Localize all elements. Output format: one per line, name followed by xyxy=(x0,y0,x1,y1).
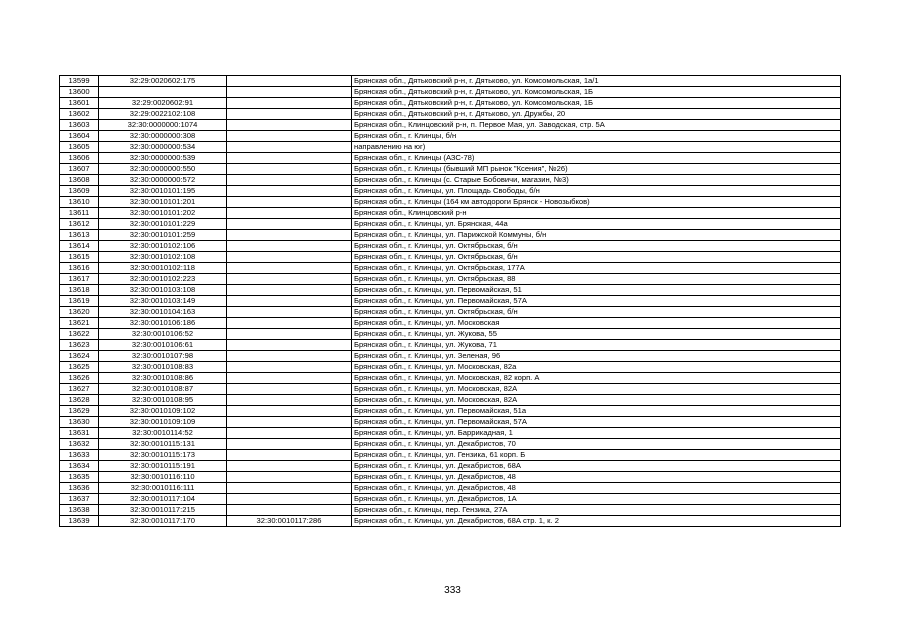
cadastral-number-cell: 32:30:0010104:163 xyxy=(99,307,227,318)
row-number-cell: 13602 xyxy=(60,109,99,120)
address-cell: Брянская обл., г. Клинцы, ул. Московская, 82А xyxy=(352,384,841,395)
table-row xyxy=(60,252,841,263)
cadastral-number-cell: 32:30:0010116:110 xyxy=(99,472,227,483)
row-number-cell: 13630 xyxy=(60,417,99,428)
table-row xyxy=(60,384,841,395)
cadastral-number-cell: 32:30:0000000:550 xyxy=(99,164,227,175)
cadastral-number-cell: 32:30:0010103:149 xyxy=(99,296,227,307)
table-row xyxy=(60,351,841,362)
row-number-cell: 13635 xyxy=(60,472,99,483)
row-number-cell: 13624 xyxy=(60,351,99,362)
related-cadastral-number-cell xyxy=(227,285,352,296)
related-cadastral-number-cell xyxy=(227,98,352,109)
cadastral-number-cell: 32:29:0022102:108 xyxy=(99,109,227,120)
address-cell: Брянская обл., г. Клинцы, ул. Октябрьская, б/н xyxy=(352,241,841,252)
table-row xyxy=(60,307,841,318)
cadastral-number-cell: 32:30:0000000:308 xyxy=(99,131,227,142)
table-row xyxy=(60,186,841,197)
address-cell: Брянская обл., г. Клинцы, ул. Первомайская, 57А xyxy=(352,417,841,428)
related-cadastral-number-cell xyxy=(227,219,352,230)
cadastral-number-cell: 32:30:0010115:131 xyxy=(99,439,227,450)
row-number-cell: 13606 xyxy=(60,153,99,164)
address-cell: Брянская обл., Дятьковский р-н, г. Дятьково, ул. Комсомольская, 1а/1 xyxy=(352,76,841,87)
table-row xyxy=(60,142,841,153)
related-cadastral-number-cell xyxy=(227,318,352,329)
related-cadastral-number-cell xyxy=(227,87,352,98)
related-cadastral-number-cell xyxy=(227,450,352,461)
row-number-cell: 13636 xyxy=(60,483,99,494)
cadastral-number-cell: 32:30:0010102:223 xyxy=(99,274,227,285)
table-row xyxy=(60,516,841,527)
address-cell: Брянская обл., Клинцовский р-н xyxy=(352,208,841,219)
address-cell: Брянская обл., г. Клинцы (АЗС-78) xyxy=(352,153,841,164)
row-number-cell: 13628 xyxy=(60,395,99,406)
row-number-cell: 13622 xyxy=(60,329,99,340)
table-row xyxy=(60,285,841,296)
table-row xyxy=(60,76,841,87)
table-row xyxy=(60,395,841,406)
address-cell: Брянская обл., г. Клинцы, ул. Декабристов, 48 xyxy=(352,483,841,494)
related-cadastral-number-cell xyxy=(227,494,352,505)
row-number-cell: 13616 xyxy=(60,263,99,274)
cadastral-number-cell: 32:30:0010101:195 xyxy=(99,186,227,197)
row-number-cell: 13620 xyxy=(60,307,99,318)
related-cadastral-number-cell xyxy=(227,263,352,274)
row-number-cell: 13634 xyxy=(60,461,99,472)
table-row xyxy=(60,318,841,329)
address-cell: Брянская обл., Дятьковский р-н, г. Дятьково, ул. Дружбы, 20 xyxy=(352,109,841,120)
address-cell: Брянская обл., г. Клинцы, б/н xyxy=(352,131,841,142)
related-cadastral-number-cell xyxy=(227,329,352,340)
table-row xyxy=(60,241,841,252)
cadastral-number-cell: 32:30:0010106:186 xyxy=(99,318,227,329)
page-number: 333 xyxy=(444,585,461,596)
cadastral-number-cell: 32:30:0010116:111 xyxy=(99,483,227,494)
cadastral-number-cell: 32:30:0010107:98 xyxy=(99,351,227,362)
related-cadastral-number-cell xyxy=(227,109,352,120)
table-row xyxy=(60,164,841,175)
related-cadastral-number-cell xyxy=(227,186,352,197)
cadastral-number-cell: 32:30:0010108:95 xyxy=(99,395,227,406)
table-row xyxy=(60,373,841,384)
table-row xyxy=(60,175,841,186)
address-cell: Брянская обл., г. Клинцы, ул. Октябрьская, б/н xyxy=(352,252,841,263)
row-number-cell: 13611 xyxy=(60,208,99,219)
address-cell: Брянская обл., г. Клинцы, ул. Московская xyxy=(352,318,841,329)
related-cadastral-number-cell xyxy=(227,241,352,252)
row-number-cell: 13621 xyxy=(60,318,99,329)
address-cell: Брянская обл., г. Клинцы, ул. Московская, 82А xyxy=(352,395,841,406)
related-cadastral-number-cell xyxy=(227,274,352,285)
table-row xyxy=(60,494,841,505)
related-cadastral-number-cell xyxy=(227,197,352,208)
related-cadastral-number-cell xyxy=(227,296,352,307)
row-number-cell: 13603 xyxy=(60,120,99,131)
cadastral-number-cell: 32:30:0010117:215 xyxy=(99,505,227,516)
table-row xyxy=(60,505,841,516)
row-number-cell: 13639 xyxy=(60,516,99,527)
row-number-cell: 13613 xyxy=(60,230,99,241)
cadastral-number-cell: 32:29:0020602:91 xyxy=(99,98,227,109)
cadastral-number-cell: 32:30:0010115:191 xyxy=(99,461,227,472)
cadastral-number-cell: 32:30:0010115:173 xyxy=(99,450,227,461)
cadastral-number-cell: 32:30:0000000:539 xyxy=(99,153,227,164)
cadastral-number-cell: 32:30:0000000:1074 xyxy=(99,120,227,131)
related-cadastral-number-cell xyxy=(227,208,352,219)
table-row xyxy=(60,208,841,219)
table-row xyxy=(60,428,841,439)
cadastral-number-cell: 32:30:0010102:118 xyxy=(99,263,227,274)
cadastral-number-cell: 32:30:0010102:106 xyxy=(99,241,227,252)
related-cadastral-number-cell xyxy=(227,461,352,472)
table-row xyxy=(60,362,841,373)
related-cadastral-number-cell xyxy=(227,472,352,483)
related-cadastral-number-cell xyxy=(227,175,352,186)
related-cadastral-number-cell xyxy=(227,131,352,142)
address-cell: Брянская обл., г. Клинцы, ул. Октябрьская, 88 xyxy=(352,274,841,285)
table-row xyxy=(60,197,841,208)
table-row xyxy=(60,87,841,98)
related-cadastral-number-cell xyxy=(227,384,352,395)
cadastral-number-cell: 32:30:0010108:87 xyxy=(99,384,227,395)
row-number-cell: 13627 xyxy=(60,384,99,395)
related-cadastral-number-cell xyxy=(227,505,352,516)
row-number-cell: 13615 xyxy=(60,252,99,263)
address-cell: Брянская обл., г. Клинцы, ул. Октябрьская, 177А xyxy=(352,263,841,274)
row-number-cell: 13618 xyxy=(60,285,99,296)
address-cell: Брянская обл., г. Клинцы, ул. Декабристов, 68А стр. 1, к. 2 xyxy=(352,516,841,527)
related-cadastral-number-cell xyxy=(227,351,352,362)
table-row xyxy=(60,98,841,109)
table-row xyxy=(60,406,841,417)
related-cadastral-number-cell xyxy=(227,428,352,439)
cadastral-number-cell: 32:30:0010108:83 xyxy=(99,362,227,373)
table-row xyxy=(60,274,841,285)
cadastral-number-cell xyxy=(99,87,227,98)
cadastral-number-cell: 32:30:0010101:201 xyxy=(99,197,227,208)
row-number-cell: 13631 xyxy=(60,428,99,439)
cadastral-number-cell: 32:30:0010117:104 xyxy=(99,494,227,505)
table-row xyxy=(60,461,841,472)
cadastral-number-cell: 32:30:0000000:572 xyxy=(99,175,227,186)
table-row xyxy=(60,472,841,483)
row-number-cell: 13617 xyxy=(60,274,99,285)
related-cadastral-number-cell xyxy=(227,230,352,241)
address-cell: Брянская обл., г. Клинцы, ул. Парижской Коммуны, б/н xyxy=(352,230,841,241)
table-row xyxy=(60,230,841,241)
address-cell: Брянская обл., г. Клинцы (164 км автодороги Брянск - Новозыбков) xyxy=(352,197,841,208)
address-cell: Брянская обл., г. Клинцы, ул. Брянская, 44а xyxy=(352,219,841,230)
address-cell: Брянская обл., г. Клинцы, ул. Московская, 82 корп. А xyxy=(352,373,841,384)
row-number-cell: 13629 xyxy=(60,406,99,417)
cadastral-number-cell: 32:30:0010102:108 xyxy=(99,252,227,263)
table-row xyxy=(60,483,841,494)
address-cell: Брянская обл., г. Клинцы (бывший МП рынок "Ксения", №26) xyxy=(352,164,841,175)
address-cell: Брянская обл., г. Клинцы, ул. Декабристов, 68А xyxy=(352,461,841,472)
table-row xyxy=(60,109,841,120)
related-cadastral-number-cell xyxy=(227,362,352,373)
cadastral-number-cell: 32:30:0010108:86 xyxy=(99,373,227,384)
address-cell: Брянская обл., г. Клинцы, ул. Первомайская, 51 xyxy=(352,285,841,296)
table-row xyxy=(60,340,841,351)
cadastral-number-cell: 32:30:0010103:108 xyxy=(99,285,227,296)
related-cadastral-number-cell xyxy=(227,120,352,131)
row-number-cell: 13637 xyxy=(60,494,99,505)
cadastral-number-cell: 32:30:0010106:61 xyxy=(99,340,227,351)
related-cadastral-number-cell xyxy=(227,417,352,428)
related-cadastral-number-cell xyxy=(227,373,352,384)
registry-table-body xyxy=(60,76,841,527)
address-cell: Брянская обл., г. Клинцы (с. Старые Бобовичи, магазин, №3) xyxy=(352,175,841,186)
table-row xyxy=(60,131,841,142)
cadastral-number-cell: 32:30:0010101:229 xyxy=(99,219,227,230)
address-cell: Брянская обл., г. Клинцы, ул. Декабристов, 48 xyxy=(352,472,841,483)
address-cell: Брянская обл., г. Клинцы, ул. Площадь Свободы, б/н xyxy=(352,186,841,197)
related-cadastral-number-cell xyxy=(227,164,352,175)
address-cell: Брянская обл., г. Клинцы, ул. Гензика, 61 корп. Б xyxy=(352,450,841,461)
cadastral-number-cell: 32:30:0010109:109 xyxy=(99,417,227,428)
row-number-cell: 13633 xyxy=(60,450,99,461)
table-row xyxy=(60,219,841,230)
table-row xyxy=(60,417,841,428)
related-cadastral-number-cell xyxy=(227,307,352,318)
related-cadastral-number-cell xyxy=(227,153,352,164)
address-cell: Брянская обл., г. Клинцы, ул. Октябрьская, б/н xyxy=(352,307,841,318)
related-cadastral-number-cell xyxy=(227,142,352,153)
address-cell: Брянская обл., г. Клинцы, пер. Гензика, 27А xyxy=(352,505,841,516)
address-cell: Брянская обл., г. Клинцы, ул. Московская, 82а xyxy=(352,362,841,373)
row-number-cell: 13601 xyxy=(60,98,99,109)
related-cadastral-number-cell xyxy=(227,340,352,351)
cadastral-number-cell: 32:30:0010114:52 xyxy=(99,428,227,439)
row-number-cell: 13626 xyxy=(60,373,99,384)
table-row xyxy=(60,263,841,274)
address-cell: Брянская обл., Клинцовский р-н, п. Первое Мая, ул. Заводская, стр. 5А xyxy=(352,120,841,131)
row-number-cell: 13638 xyxy=(60,505,99,516)
table-row xyxy=(60,296,841,307)
table-row xyxy=(60,450,841,461)
row-number-cell: 13600 xyxy=(60,87,99,98)
related-cadastral-number-cell xyxy=(227,406,352,417)
row-number-cell: 13608 xyxy=(60,175,99,186)
row-number-cell: 13610 xyxy=(60,197,99,208)
row-number-cell: 13612 xyxy=(60,219,99,230)
address-cell: Брянская обл., г. Клинцы, ул. Жукова, 55 xyxy=(352,329,841,340)
address-cell: Брянская обл., г. Клинцы, ул. Жукова, 71 xyxy=(352,340,841,351)
row-number-cell: 13623 xyxy=(60,340,99,351)
cadastral-number-cell: 32:29:0020602:175 xyxy=(99,76,227,87)
address-cell: Брянская обл., г. Клинцы, ул. Первомайская, 51а xyxy=(352,406,841,417)
address-cell: Брянская обл., г. Клинцы, ул. Декабристов, 70 xyxy=(352,439,841,450)
address-cell: направлению на юг) xyxy=(352,142,841,153)
related-cadastral-number-cell xyxy=(227,76,352,87)
cadastral-number-cell: 32:30:0010106:52 xyxy=(99,329,227,340)
address-cell: Брянская обл., г. Клинцы, ул. Зеленая, 96 xyxy=(352,351,841,362)
cadastral-number-cell: 32:30:0010101:259 xyxy=(99,230,227,241)
address-cell: Брянская обл., г. Клинцы, ул. Декабристов, 1А xyxy=(352,494,841,505)
row-number-cell: 13604 xyxy=(60,131,99,142)
table-row xyxy=(60,329,841,340)
table-row xyxy=(60,120,841,131)
address-cell: Брянская обл., г. Клинцы, ул. Первомайская, 57А xyxy=(352,296,841,307)
row-number-cell: 13632 xyxy=(60,439,99,450)
row-number-cell: 13619 xyxy=(60,296,99,307)
table-row xyxy=(60,439,841,450)
address-cell: Брянская обл., Дятьковский р-н, г. Дятьково, ул. Комсомольская, 1Б xyxy=(352,87,841,98)
registry-table xyxy=(59,75,841,527)
cadastral-number-cell: 32:30:0010109:102 xyxy=(99,406,227,417)
related-cadastral-number-cell: 32:30:0010117:286 xyxy=(227,516,352,527)
related-cadastral-number-cell xyxy=(227,395,352,406)
row-number-cell: 13625 xyxy=(60,362,99,373)
related-cadastral-number-cell xyxy=(227,252,352,263)
address-cell: Брянская обл., Дятьковский р-н, г. Дятьково, ул. Комсомольская, 1Б xyxy=(352,98,841,109)
row-number-cell: 13605 xyxy=(60,142,99,153)
related-cadastral-number-cell xyxy=(227,439,352,450)
row-number-cell: 13599 xyxy=(60,76,99,87)
row-number-cell: 13614 xyxy=(60,241,99,252)
cadastral-number-cell: 32:30:0010117:170 xyxy=(99,516,227,527)
related-cadastral-number-cell xyxy=(227,483,352,494)
row-number-cell: 13607 xyxy=(60,164,99,175)
cadastral-number-cell: 32:30:0000000:534 xyxy=(99,142,227,153)
table-row xyxy=(60,153,841,164)
cadastral-number-cell: 32:30:0010101:202 xyxy=(99,208,227,219)
row-number-cell: 13609 xyxy=(60,186,99,197)
address-cell: Брянская обл., г. Клинцы, ул. Баррикадная, 1 xyxy=(352,428,841,439)
